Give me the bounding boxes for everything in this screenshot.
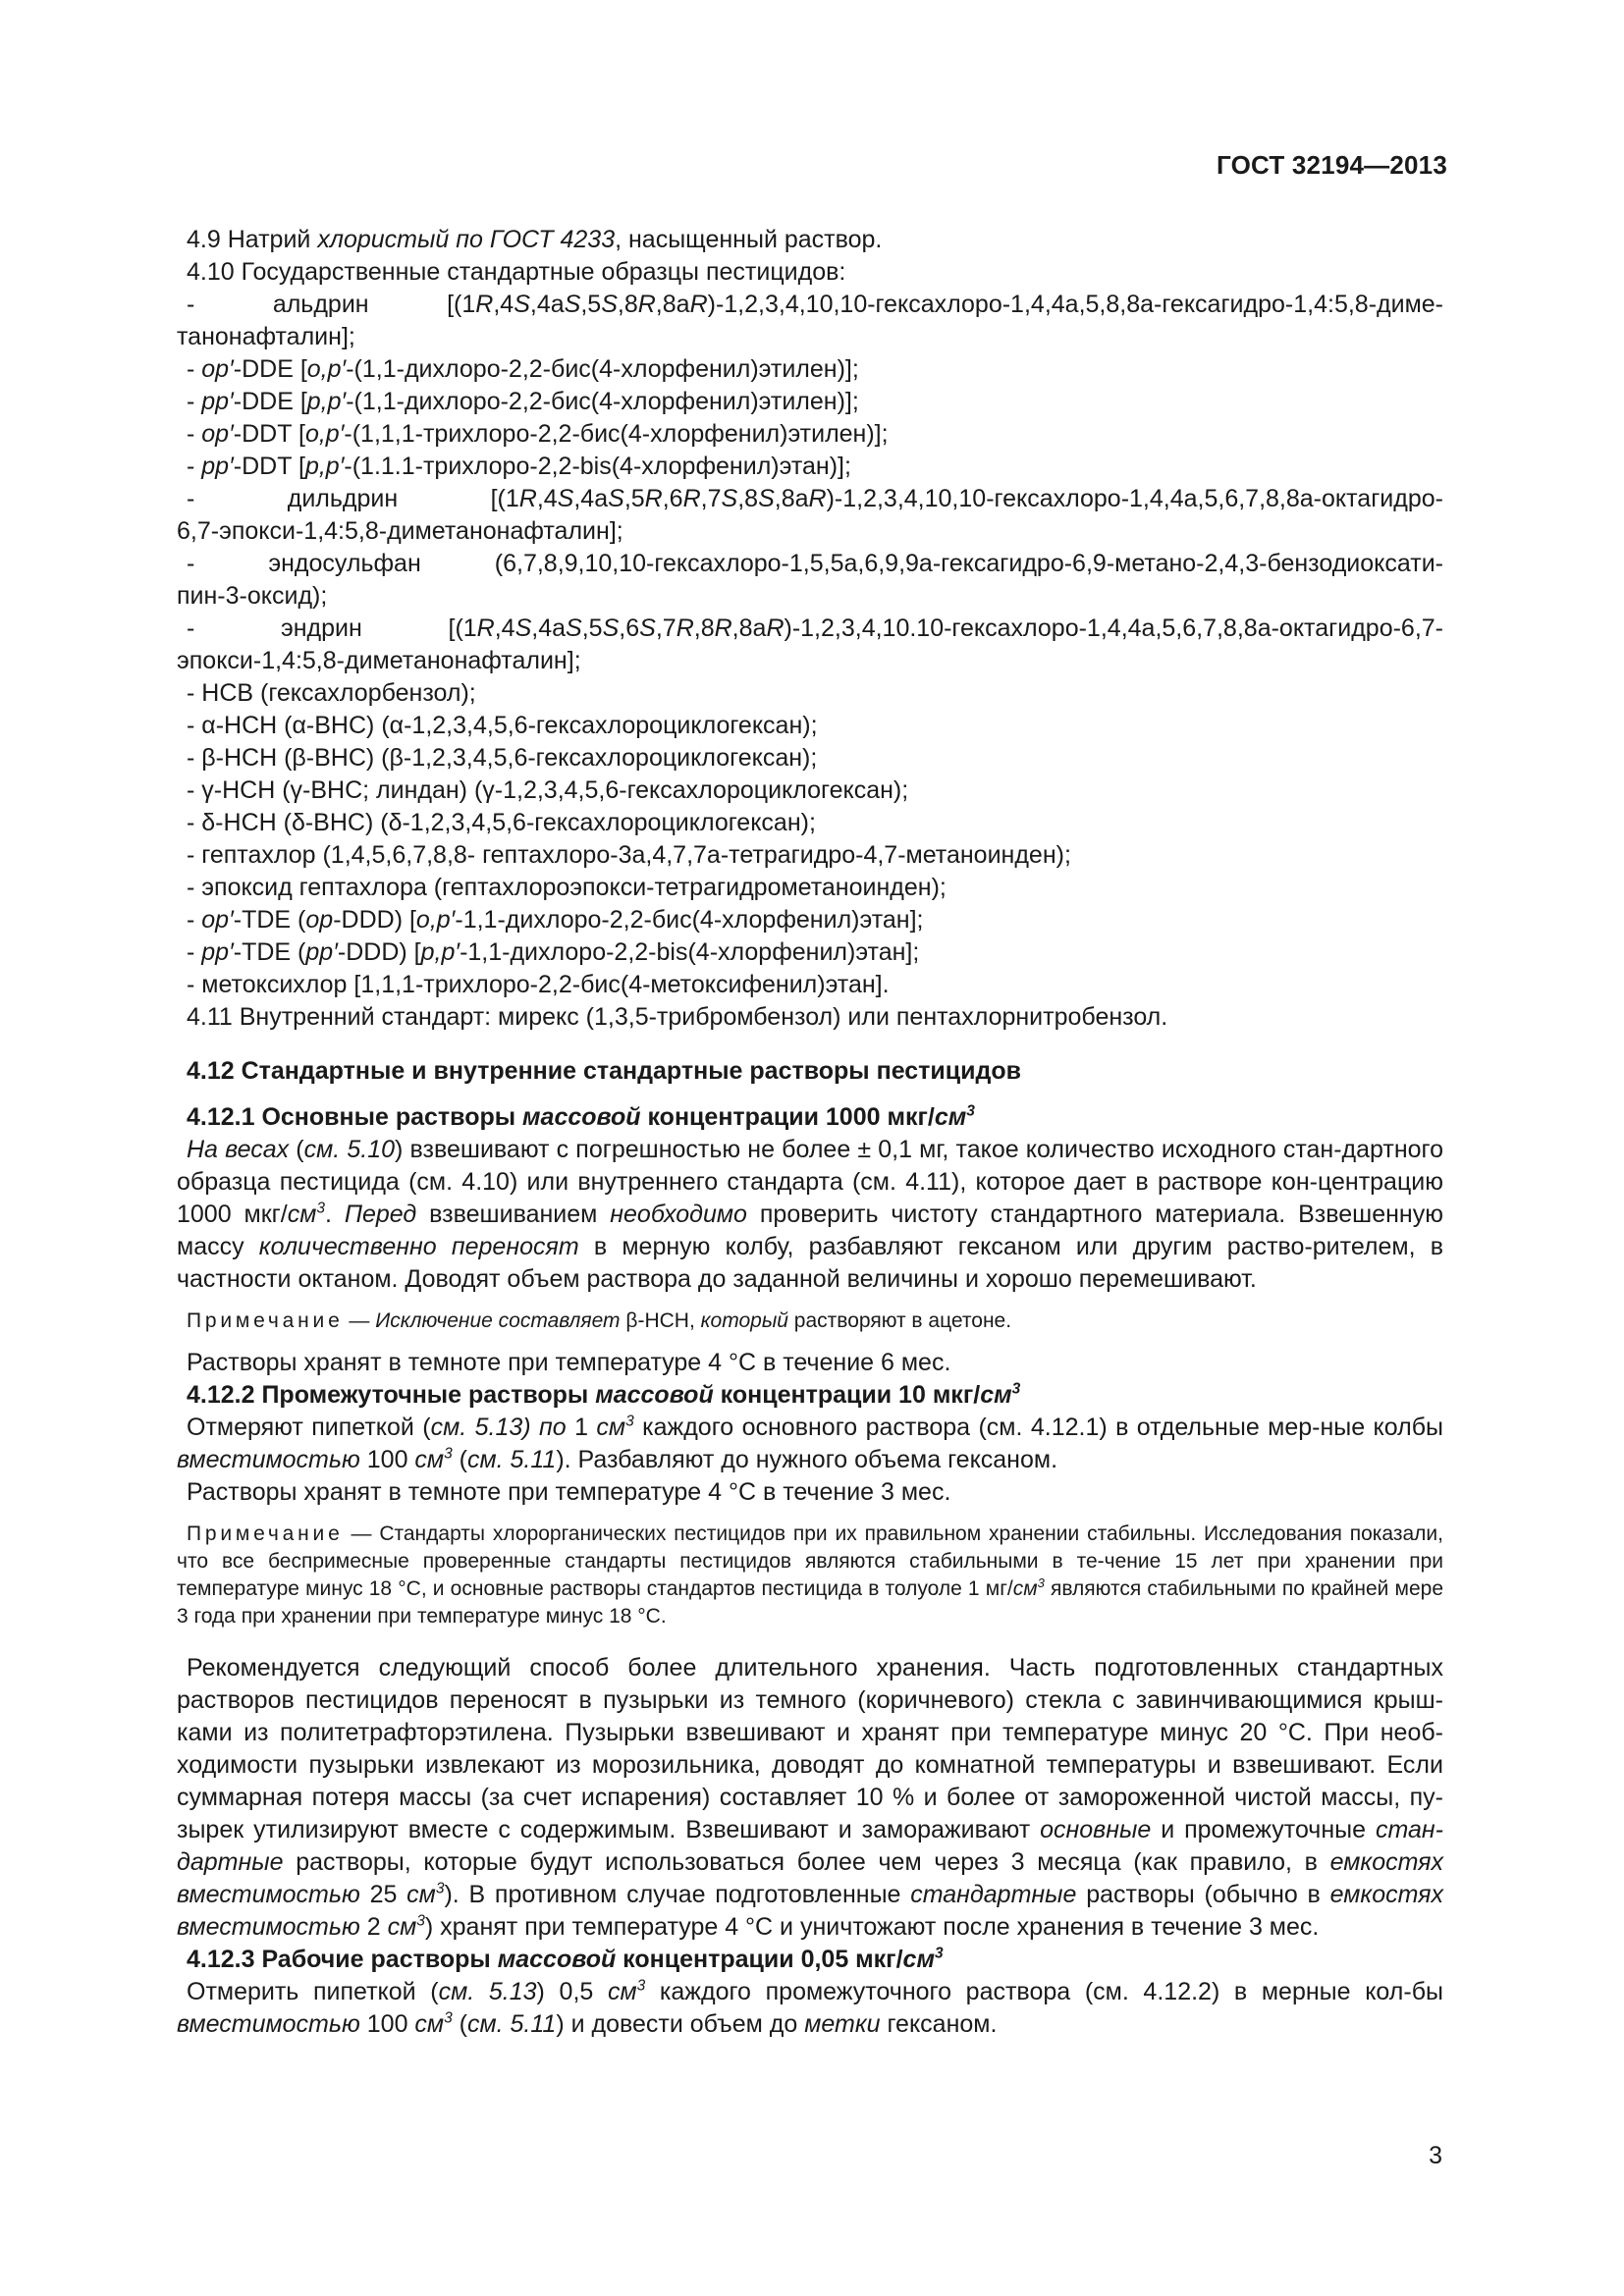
pesticide-op-tde: - op′-TDE (op-DDD) [o,p′-1,1-дихлоро-2,2-бис(4-хлорфенил)этан];: [187, 906, 924, 934]
item-4-10: 4.10 Государственные стандартные образцы пестицидов:: [187, 258, 846, 286]
pesticide-op-dde: - op′-DDE [o,p′-(1,1-дихлоро-2,2-бис(4-хлорфенил)этилен)];: [187, 355, 859, 383]
pesticide-pp-ddt: - pp′-DDT [p,p′-(1.1.1-трихлоро-2,2-bis(4-хлорфенил)этан)];: [187, 453, 851, 480]
item-4-9: 4.9 Натрий хлористый по ГОСТ 4233, насыщенный раствор.: [187, 226, 883, 253]
pesticide-gamma-hch: - γ-HCH (γ-BHC; линдан) (γ-1,2,3,4,5,6-гексахлороциклогексан);: [187, 776, 909, 804]
pesticide-beta-hch: - β-HCH (β-BHC) (β-1,2,3,4,5,6-гексахлороциклогексан);: [187, 744, 818, 772]
page-number: 3: [1429, 2142, 1442, 2169]
pesticide-pp-dde: - pp′-DDE [p,p′-(1,1-дихлоро-2,2-бис(4-хлорфенил)этилен)];: [187, 388, 859, 415]
pesticide-dieldrin-cont: 6,7-эпокси-1,4:5,8-диметанонафталин];: [177, 517, 623, 545]
section-4-12-1-heading: 4.12.1 Основные растворы массовой концентрации 1000 мкг/$см^3$: [187, 1102, 975, 1131]
pesticide-endrin-cont: эпокси-1,4:5,8-диметанонафталин];: [177, 647, 581, 674]
pesticide-delta-hch: - δ-HCH (δ-BHC) (δ-1,2,3,4,5,6-гексахлороциклогексан);: [187, 809, 816, 836]
note-2: Примечание — Стандарты хлорорганических пестицидов при их правильном хранении стабильны. Исследования показали, что все беспримесные проверенные стандарты пестицидов являются стабильными в те-чение 15 лет при хранении при температуре минус 18 °C, и основные растворы стандартов пестицида в толуоле 1 $мг/см^3$ являются стабильными по крайней мере 3 года при хранении при температуре минус 18 °C.: [177, 1522, 1443, 1628]
pesticide-hcb: - HCB (гексахлорбензол);: [187, 679, 476, 707]
pesticide-aldrin: - альдрин [(1R,4S,4aS,5S,8R,8aR)-1,2,3,4,10,10-гексахлоро-1,4,4a,5,8,8a-гексагидро-1,4:5,8-диме-: [187, 291, 1443, 318]
section-4-12-2-text: Отмеряют пипеткой (см. 5.13) по 1 $см^3$ каждого основного раствора (см. 4.12.1) в отдельные мер-ные колбы вместимостью 100 $см^3$ (см. 5.11). Разбавляют до нужного объема гексаном.: [177, 1413, 1443, 1473]
pesticide-heptachlor: - гептахлор (1,4,5,6,7,8,8- гептахлоро-3a,4,7,7a-тетрагидро-4,7-метаноинден);: [187, 841, 1071, 869]
pesticide-endrin: - эндрин [(1R,4S,4aS,5S,6S,7R,8R,8aR)-1,2,3,4,10.10-гексахлоро-1,4,4a,5,6,7,8,8a-октагидро-6,7-: [187, 614, 1443, 642]
pesticide-dieldrin: - дильдрин [(1R,4S,4aS,5R,6R,7S,8S,8aR)-1,2,3,4,10,10-гексахлоро-1,4,4a,5,6,7,8,8a-октагидро-: [187, 485, 1443, 512]
pesticide-methoxychlor: - метоксихлор [1,1,1-трихлоро-2,2-бис(4-метоксифенил)этан].: [187, 971, 890, 998]
section-4-12-1-text: На весах (см. 5.10) взвешивают с погрешностью не более ± 0,1 мг, такое количество исходного стан-дартного образца пестицида (см. 4.10) или внутреннего стандарта (см. 4.11), которое дает в растворе кон-центрацию 1000 мкг/$см^3$. Перед взвешиванием необходимо проверить чистоту стандартного материала. Взвешенную массу количественно переносят в мерную колбу, разбавляют гексаном или другим раство-рителем, в частности октаном. Доводят объем раствора до заданной величины и хорошо перемешивают.: [177, 1136, 1444, 1293]
document-header: ГОСТ 32194—2013: [1217, 150, 1447, 180]
pesticide-aldrin-cont: танонафталин];: [177, 323, 355, 350]
pesticide-alpha-hch: - α-HCH (α-BHC) (α-1,2,3,4,5,6-гексахлороциклогексан);: [187, 712, 818, 739]
pesticide-pp-tde: - pp′-TDE (pp′-DDD) [p,p′-1,1-дихлоро-2,2-bis(4-хлорфенил)этан];: [187, 938, 920, 966]
item-4-11: 4.11 Внутренний стандарт: мирекс (1,3,5-трибромбензол) или пентахлорнитробензол.: [187, 1003, 1168, 1031]
document-body: [177, 224, 1443, 2041]
pesticide-heptachlor-epoxide: - эпоксид гептахлора (гептахлороэпокси-тетрагидрометаноинден);: [187, 874, 947, 901]
section-4-12-2-heading: 4.12.2 Промежуточные растворы массовой концентрации 10 мкг/$см^3$: [187, 1380, 1021, 1409]
section-4-12-3-text: Отмерить пипеткой (см. 5.13) 0,5 $см^3$ каждого промежуточного раствора (см. 4.12.2) в мерные кол-бы вместимостью 100 $см^3$ (см. 5.11) и довести объем до метки гексаном.: [177, 1977, 1443, 2038]
storage-recommendation: Рекомендуется следующий способ более длительного хранения. Часть подготовленных стандартных растворов пестицидов переносят в пузырьки из темного (коричневого) стекла с завинчивающимися крыш-ками из политетрафторэтилена. Пузырьки взвешивают и хранят при температуре минус 20 °C. При необ-ходимости пузырьки извлекают из морозильника, доводят до комнатной температуры и взвешивают. Если суммарная потеря массы (за счет испарения) составляет 10 % и более от замороженной чистой массы, пу-зырек утилизируют вместе с содержимым. Взвешивают и замораживают основные и промежуточные стан-дартные растворы, которые будут использоваться более чем через 3 месяца (как правило, в емкостях вместимостью 25 $см^3$). В противном случае подготовленные стандартные растворы (обычно в емкостях вместимостью 2 $см^3$) хранят при температуре 4 °C и уничтожают после хранения в течение 3 мес.: [177, 1654, 1443, 1941]
note-1: Примечание — Исключение составляет β-HCH, который растворяют в ацетоне.: [187, 1309, 1012, 1332]
section-4-12-3-heading: 4.12.3 Рабочие растворы массовой концентрации 0,05 мкг/$см^3$: [187, 1945, 944, 1973]
section-4-12-2-storage: Растворы хранят в темноте при температуре 4 °C в течение 3 мес.: [187, 1478, 951, 1506]
pesticide-op-ddt: - op′-DDT [o,p′-(1,1,1-трихлоро-2,2-бис(4-хлорфенил)этилен)];: [187, 420, 889, 448]
pesticide-endosulfan: - эндосульфан (6,7,8,9,10,10-гексахлоро-1,5,5a,6,9,9a-гексагидро-6,9-метано-2,4,3-бензодиоксати-: [187, 550, 1443, 577]
pesticide-endosulfan-cont: пин-3-оксид);: [177, 582, 328, 610]
section-4-12-heading: 4.12 Стандартные и внутренние стандартные растворы пестицидов: [187, 1057, 1022, 1085]
section-4-12-1-storage: Растворы хранят в темноте при температуре 4 °C в течение 6 мес.: [187, 1349, 951, 1376]
